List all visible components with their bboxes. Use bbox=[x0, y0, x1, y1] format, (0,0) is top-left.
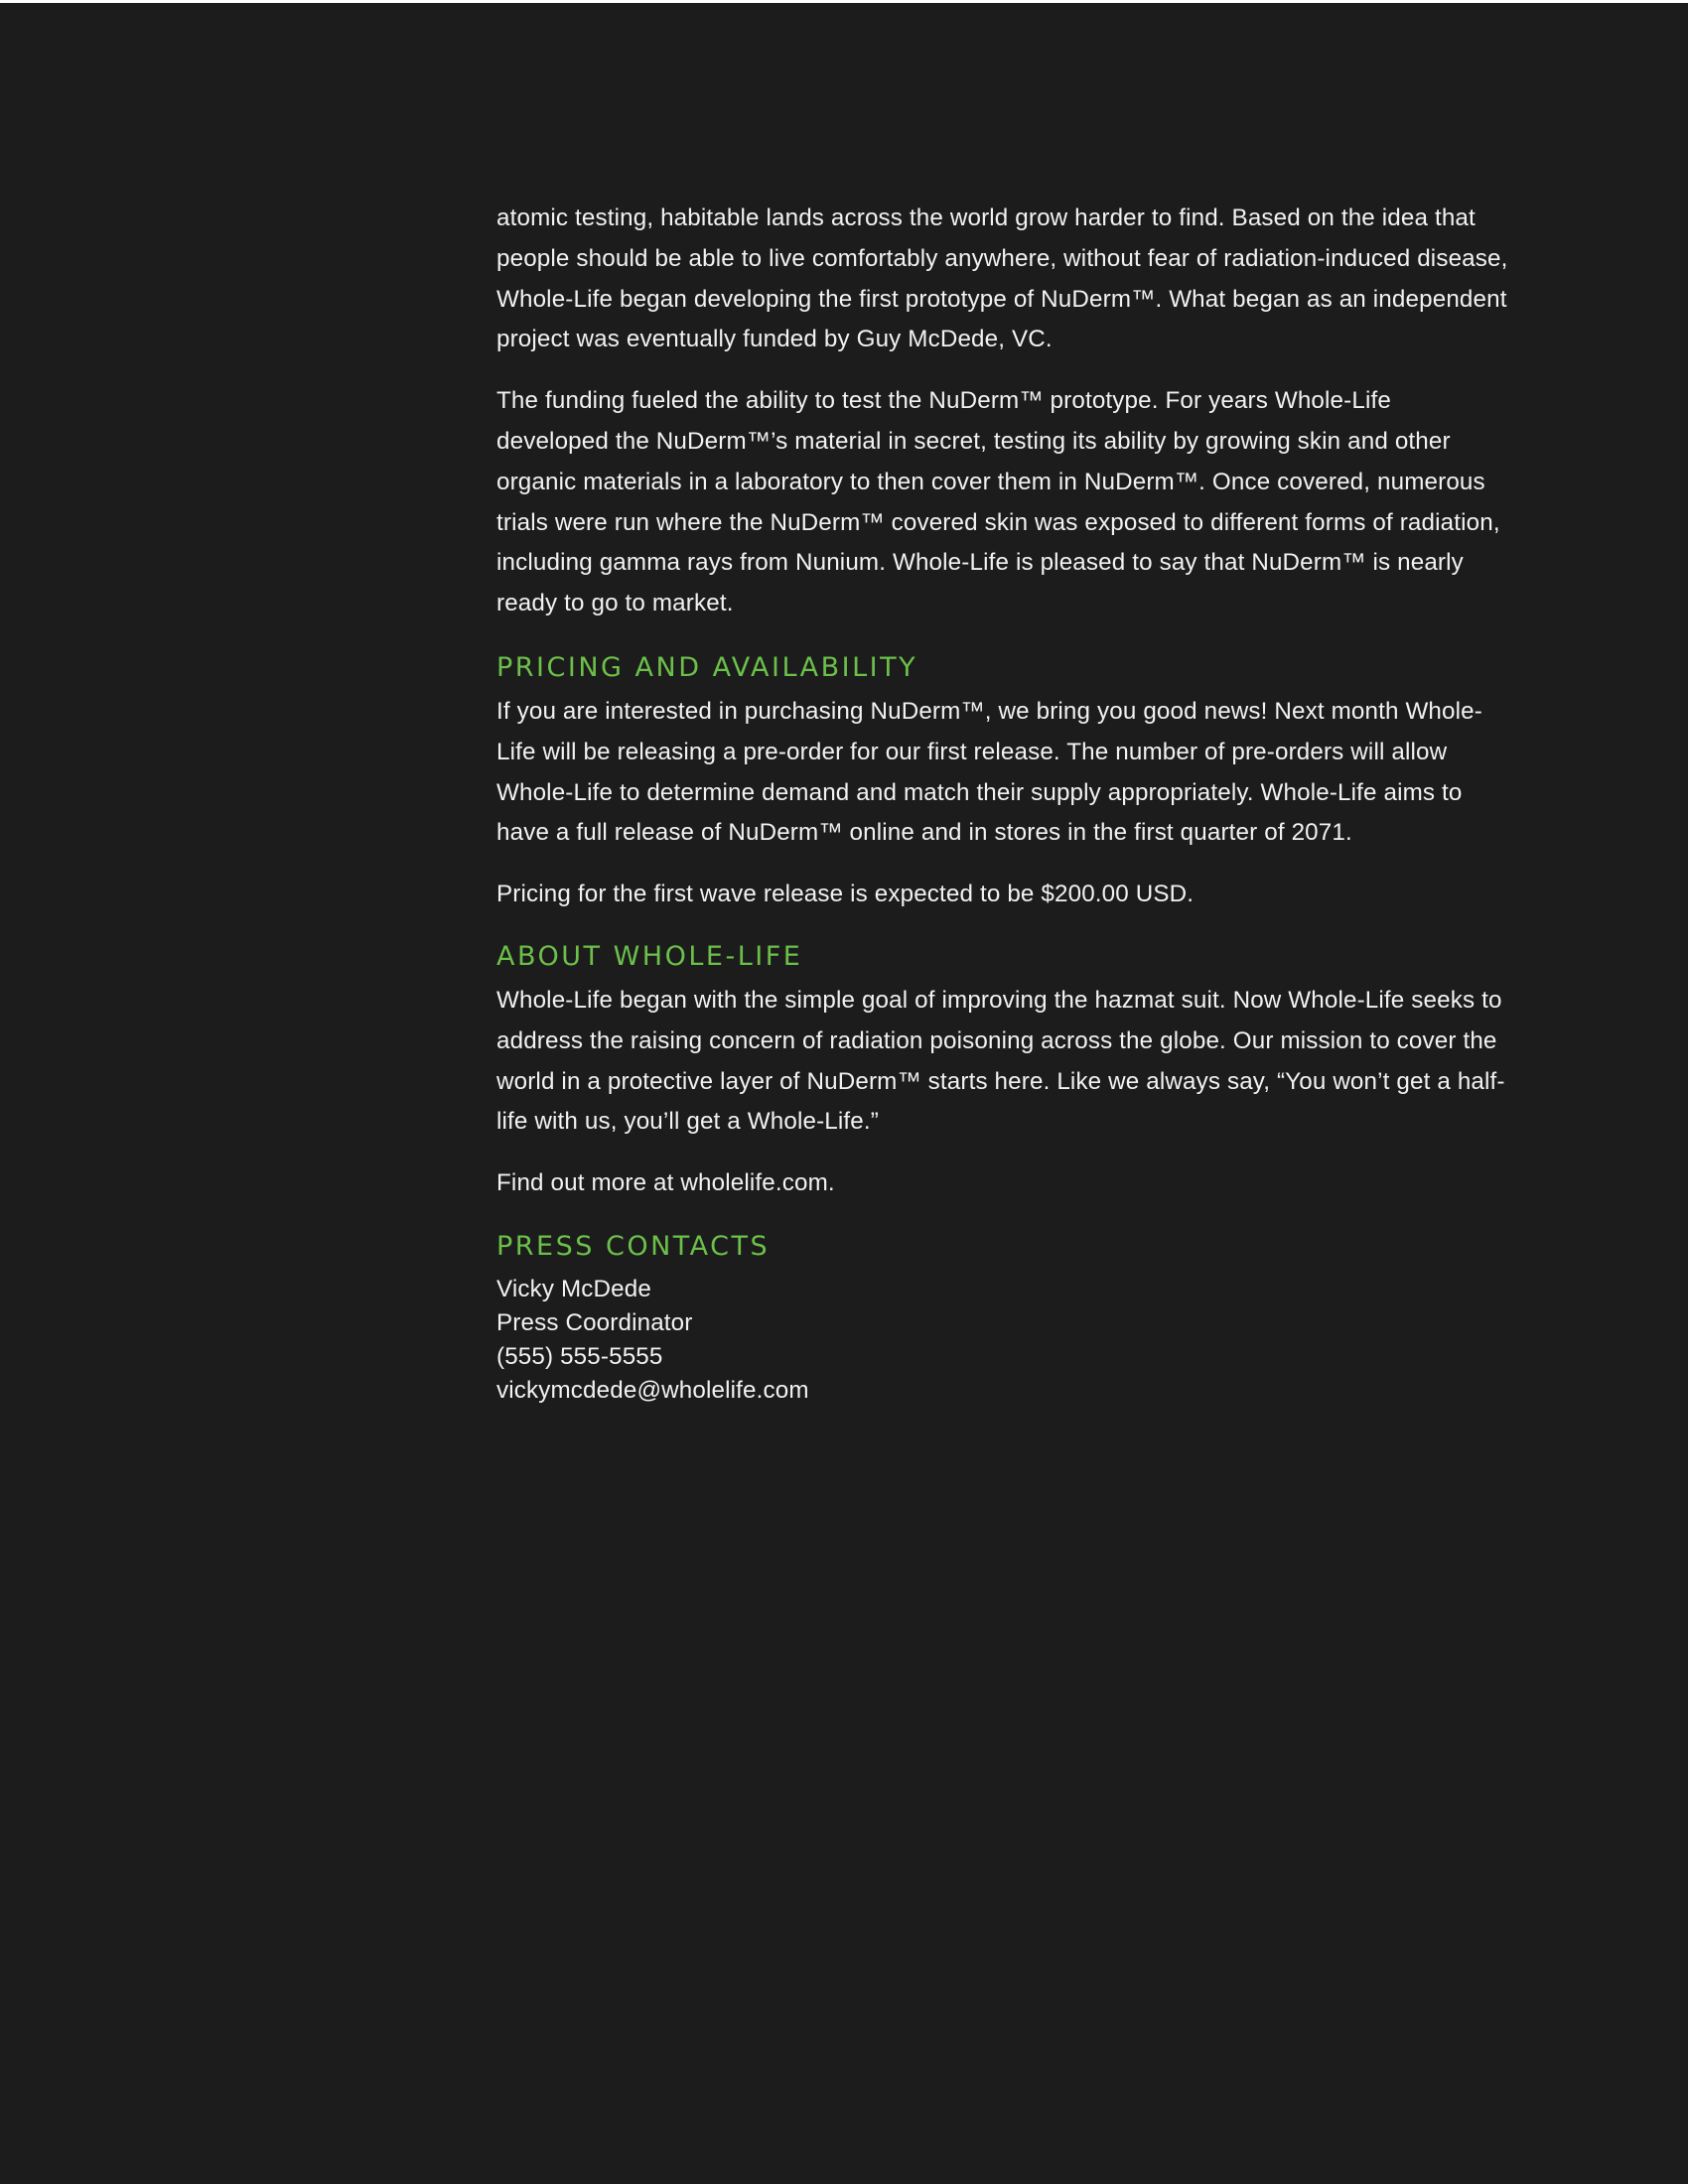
contact-title: Press Coordinator bbox=[496, 1308, 693, 1336]
press-contact-block bbox=[496, 1273, 1509, 1408]
about-paragraph: Find out more at wholelife.com. bbox=[496, 1169, 835, 1197]
press-contacts-heading: PRESS CONTACTS bbox=[496, 1230, 771, 1262]
contact-email: vickymcdede@wholelife.com bbox=[496, 1376, 809, 1404]
document-page bbox=[0, 3, 1688, 2184]
contact-phone: (555) 555-5555 bbox=[496, 1342, 663, 1370]
pricing-paragraph: If you are interested in purchasing NuDerm™, we bring you good news! Next month Whole-Life will be releasing a pre-order for our first release. The number of pre-orders will allow Whole-Life to determine demand and match their supply appropriately. Whole-Life aims to have a full release of NuDerm™ online and in stores in the first quarter of 2071. bbox=[496, 697, 1482, 847]
body-paragraph: atomic testing, habitable lands across the world grow harder to find. Based on the idea that people should be able to live comfortably anywhere, without fear of radiation-induced disease, Whole-Life began developing the first prototype of NuDerm™. What began as an independent project was eventually funded by Guy McDede, VC. bbox=[496, 205, 1508, 353]
pricing-heading: PRICING AND AVAILABILITY bbox=[496, 651, 918, 683]
body-paragraph: The funding fueled the ability to test the NuDerm™ prototype. For years Whole-Life developed the NuDerm™’s material in secret, testing its ability by growing skin and other organic materials in a laboratory to then cover them in NuDerm™. Once covered, numerous trials were run where the NuDerm™ covered skin was exposed to different forms of radiation, including gamma rays from Nunium. Whole-Life is pleased to say that NuDerm™ is nearly ready to go to market. bbox=[496, 387, 1500, 617]
about-paragraph: Whole-Life began with the simple goal of improving the hazmat suit. Now Whole-Life seeks to address the raising concern of radiation poisoning across the globe. Our mission to cover the world in a protective layer of NuDerm™ starts here. Like we always say, “You won’t get a half-life with us, you’ll get a Whole-Life.” bbox=[496, 986, 1505, 1136]
contact-name: Vicky McDede bbox=[496, 1275, 651, 1302]
press-release-body bbox=[496, 199, 1509, 1408]
pricing-paragraph: Pricing for the first wave release is expected to be $200.00 USD. bbox=[496, 881, 1195, 908]
about-heading: ABOUT WHOLE-LIFE bbox=[496, 940, 803, 972]
